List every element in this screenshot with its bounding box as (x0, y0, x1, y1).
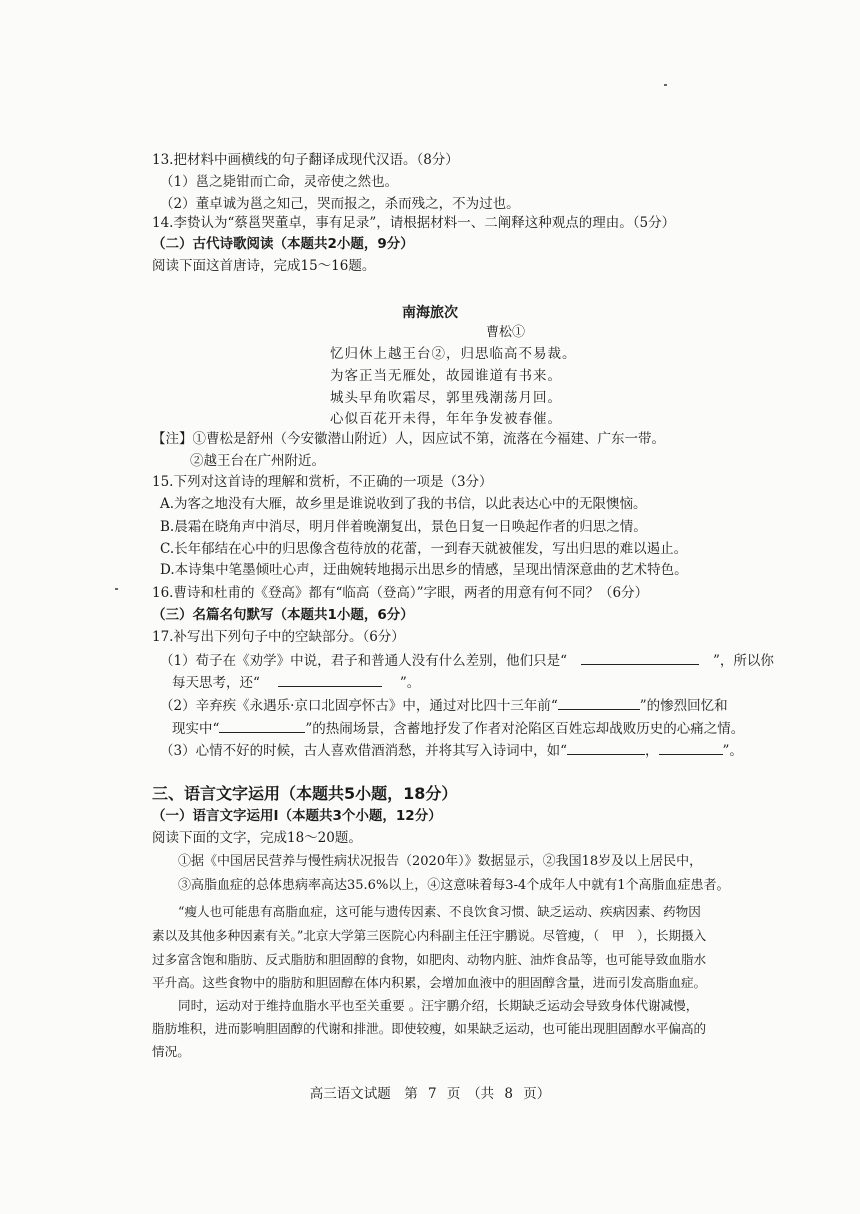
page-footer: 高三语文试题 第 7 页 （共 8 页） (309, 1086, 551, 1102)
q17-item-2 (160, 695, 728, 716)
q15-option-a: A.为客之地没有大雁，故乡里是谁说收到了我的书信，以此表达心中的无限懊恼。 (160, 496, 647, 512)
section3-title: 三、语言文字运用（本题共5小题，18分） (152, 784, 458, 803)
q15-option-d: D.本诗集中笔墨倾吐心声，迂曲婉转地揭示出思乡的情感，呈现出情深意曲的艺术特色。 (160, 562, 688, 578)
passage-line: 脂肪堆积，进而影响胆固醇的代谢和排泄。即使较瘦，如果缺乏运动，也可能出现胆固醇水平偏高的 (152, 1021, 707, 1036)
passage-line: 素以及其他多种因素有关。”北京大学第三医院心内科副主任汪宇鹏说。尽管瘦，（ 甲 ），长期摄入 (152, 928, 707, 943)
q17-item-1-text: ”，所以你 (713, 653, 774, 669)
passage-line: 过多富含饱和脂肪、反式脂肪和胆固醇的食物，如肥肉、动物内脏、油炸食品等，也可能导致血脂水 (152, 952, 707, 967)
q13-stem: 13.把材料中画横线的句子翻译成现代汉语。（8分） (152, 152, 459, 168)
q17-item-2-text: ”的热闹场景，含蓄地抒发了作者对沦陷区百姓忘却战败历史的心痛之情。 (305, 721, 745, 737)
scan-speck (115, 588, 118, 590)
passage-line: “瘦人也可能患有高脂血症，这可能与遗传因素、不良饮食习惯、缺乏运动、疾病因素、药物因 (178, 904, 701, 919)
q17-item-1-text: （1）荀子在《劝学》中说，君子和普通人没有什么差别，他们只是“ (160, 653, 567, 669)
q17-item-1-text: ”。 (399, 675, 421, 691)
answer-blank[interactable] (558, 695, 640, 710)
poem-title: 南海旅次 (402, 305, 458, 321)
q13-sentence-1: （1）邕之毙钳而亡命，灵帝使之然也。 (160, 174, 399, 190)
q17-item-2-text: 现实中“ (172, 721, 220, 737)
q17-item-1 (160, 650, 774, 671)
part2-heading: （二）古代诗歌阅读（本题共2小题，9分） (152, 236, 414, 252)
answer-blank[interactable] (659, 740, 723, 755)
poem-author: 曹松① (486, 325, 526, 340)
part2-instruction: 阅读下面这首唐诗，完成15～16题。 (152, 258, 376, 274)
passage-line: ③高脂血症的总体患病率高达35.6%以上，④这意味着每3-4个成年人中就有1个高脂血症患者。 (178, 878, 730, 893)
q17-item-2-text: （2）辛弃疾《永遇乐·京口北固亭怀古》中，通过对比四十三年前“ (160, 698, 558, 714)
q15-stem: 15.下列对这首诗的理解和赏析，不正确的一项是（3分） (152, 474, 493, 490)
passage-line: 同时，运动对于维持血脂水平也至关重要 。汪宇鹏介绍，长期缺乏运动会导致身体代谢减慢， (178, 998, 699, 1013)
q15-option-b: B.晨霜在晓角声中消尽，明月伴着晚潮复出，景色日复一日唤起作者的归思之情。 (160, 519, 647, 535)
answer-blank[interactable] (219, 718, 305, 733)
answer-blank[interactable] (581, 650, 699, 665)
q14-stem: 14.李贽认为“蔡邕哭董卓，事有足录”，请根据材料一、二阐释这种观点的理由。（5分） (152, 215, 676, 231)
poem-note-1: 【注】①曹松是舒州（今安徽潜山附近）人，因应试不第，流落在今福建、广东一带。 (152, 431, 665, 447)
q17-item-2-text: ”的惨烈回忆和 (639, 698, 728, 714)
answer-blank[interactable] (567, 740, 645, 755)
scan-speck (664, 84, 667, 86)
section3-instruction: 阅读下面的文字，完成18～20题。 (152, 830, 362, 846)
poem-line: 城头早角吹霜尽，郭里残潮荡月回。 (330, 390, 562, 406)
q13-sentence-2: （2）董卓诚为邕之知己，哭而报之，杀而残之，不为过也。 (160, 196, 520, 212)
passage-line: 情况。 (152, 1044, 190, 1059)
q17-stem: 17.补写出下列句子中的空缺部分。（6分） (152, 629, 405, 645)
q17-item-3-text: ”。 (722, 743, 743, 759)
poem-line: 为客正当无雁处，故园谁道有书来。 (330, 368, 562, 384)
poem-note-2: ②越王台在广州附近。 (190, 453, 325, 469)
answer-blank[interactable] (278, 672, 382, 687)
q17-item-3-text: （3）心情不好的时候，古人喜欢借酒消愁，并将其写入诗词中，如“ (160, 743, 567, 759)
q17-item-1-text: 每天思考，还“ (172, 675, 260, 691)
part3-heading: （三）名篇名句默写（本题共1小题，6分） (152, 607, 414, 623)
q16-stem: 16.曹诗和杜甫的《登高》都有“临高（登高）”字眼，两者的用意有何不同？（6分） (152, 585, 649, 601)
passage-line: ①据《中国居民营养与慢性病状况报告（2020年）》数据显示，②我国18岁及以上居民中， (178, 854, 703, 869)
passage-line: 平升高。这些食物中的脂肪和胆固醇在体内积累，会增加血液中的胆固醇含量，进而引发高脂血症。 (152, 975, 707, 990)
q15-option-c: C.长年郁结在心中的归思像含苞待放的花蕾，一到春天就被催发，写出归思的难以遏止。 (160, 541, 688, 557)
q17-item-1-cont (172, 672, 420, 693)
q17-item-3-text: ， (645, 743, 659, 759)
poem-line: 心似百花开未得，年年争发被春催。 (330, 411, 562, 427)
q17-item-2-cont (172, 718, 744, 739)
section3-sub-heading: （一）语言文字运用Ⅰ（本题共3个小题，12分） (152, 808, 442, 824)
q17-item-3 (160, 740, 743, 761)
poem-line: 忆归休上越王台②，归思临高不易裁。 (330, 346, 577, 362)
